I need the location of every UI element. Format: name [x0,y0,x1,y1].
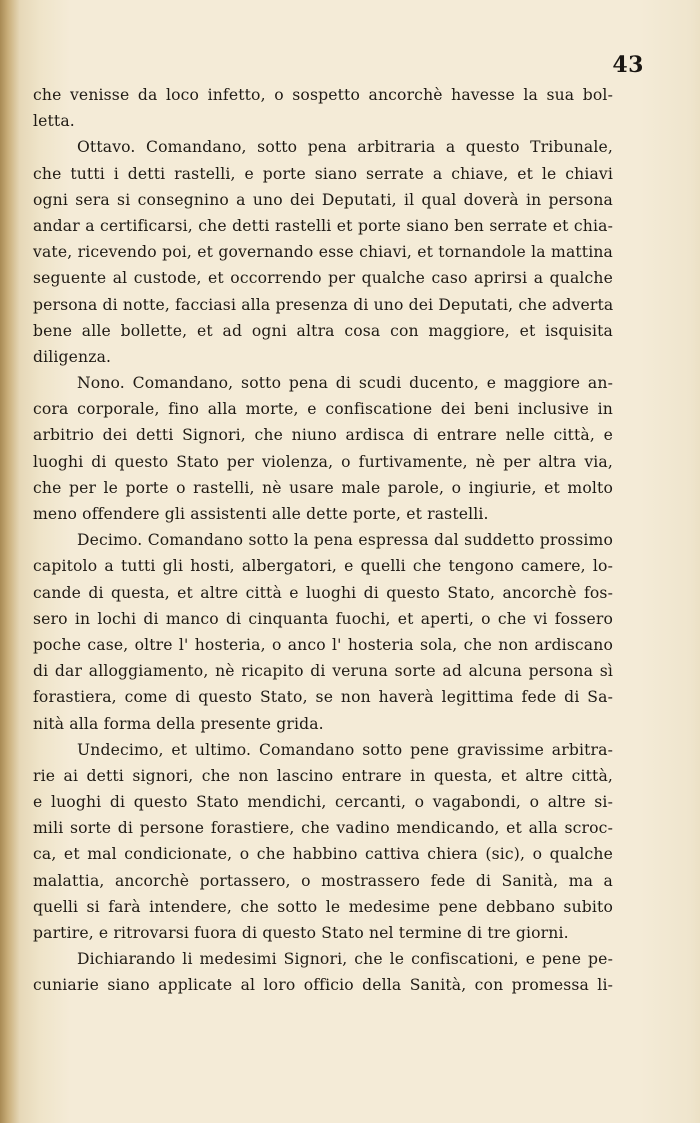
text-line: persona di notte, facciasi alla presenza di uno dei Deputati, che adverta [33,295,614,314]
text-line: poche case, oltre l' hosteria, o anco l' hosteria sola, che non ardiscano [33,635,613,654]
text-line: mili sorte di persone forastiere, che vadino mendicando, et alla scroc- [33,819,613,838]
body-text [33,82,613,999]
text-line: che venisse da loco infetto, o sospetto ancorchè havesse la sua bol- [33,86,613,104]
text-line: Decimo. Comandano sotto la pena espressa dal suddetto prossimo [77,531,613,550]
page-number: 43 [612,52,644,78]
text-line: rie ai detti signori, che non lascino entrare in questa, et altre città, [33,766,613,785]
text-line: ogni sera si consegnino a uno dei Deputati, il qual doverà in persona [33,190,613,209]
text-line: andar a certificarsi, che detti rastelli et porte siano ben serrate et chia- [33,216,613,235]
text-line: meno offendere gli assistenti alle dette porte, et rastelli. [33,505,489,523]
text-line: letta. [33,112,75,131]
text-line: Ottavo. Comandano, sotto pena arbitraria a questo Tribunale, [77,138,613,157]
text-line: Nono. Comandano, sotto pena di scudi ducento, e maggiore an- [77,374,613,393]
text-line: che tutti i detti rastelli, e porte siano serrate a chiave, et le chiavi [33,164,613,183]
text-line: Undecimo, et ultimo. Comandano sotto pene gravissime arbitra- [77,740,613,759]
text-line: partire, e ritrovarsi fuora di questo Stato nel termine di tre giorni. [33,924,569,942]
text-line: di dar alloggiamento, nè ricapito di veruna sorte ad alcuna persona sì [33,662,613,681]
text-line: sero in lochi di manco di cinquanta fuochi, et aperti, o che vi fossero [33,609,613,628]
text-line: quelli si farà intendere, che sotto le medesime pene debbano subito [33,897,613,916]
text-line: arbitrio dei detti Signori, che niuno ardisca di entrare nelle città, e [33,426,613,445]
text-line: luoghi di questo Stato per violenza, o furtivamente, nè per altra via, [33,452,613,471]
text-line: forastiera, come di questo Stato, se non haverà legittima fede di Sa- [33,688,613,707]
text-line: cande di questa, et altre città e luoghi di questo Stato, ancorchè fos- [33,583,613,602]
text-line: nità alla forma della presente grida. [33,714,324,733]
text-line: malattia, ancorchè portassero, o mostrassero fede di Sanità, ma a [33,871,613,890]
text-line: cora corporale, fino alla morte, e confiscatione dei beni inclusive in [33,400,613,419]
text-line: Dichiarando li medesimi Signori, che le confiscationi, e pene pe- [77,950,613,969]
text-line: e luoghi di questo Stato mendichi, cercanti, o vagabondi, o altre si- [33,793,613,812]
text-line: seguente al custode, et occorrendo per qualche caso aprirsi a qualche [33,269,613,288]
text-line: che per le porte o rastelli, nè usare male parole, o ingiurie, et molto [33,478,613,497]
text-line: cuniarie siano applicate al loro officio della Sanità, con promessa li- [33,976,613,995]
text-line: diligenza. [33,347,112,366]
text-line: vate, ricevendo poi, et governando esse chiavi, et tornandole la mattina [33,243,613,262]
text-line: bene alle bollette, et ad ogni altra cosa con maggiore, et isquisita [33,321,613,340]
text-line: ca, et mal condicionate, o che habbino cattiva chiera (sic), o qualche [33,845,613,864]
text-line: capitolo a tutti gli hosti, albergatori, e quelli che tengono camere, lo- [33,557,613,576]
